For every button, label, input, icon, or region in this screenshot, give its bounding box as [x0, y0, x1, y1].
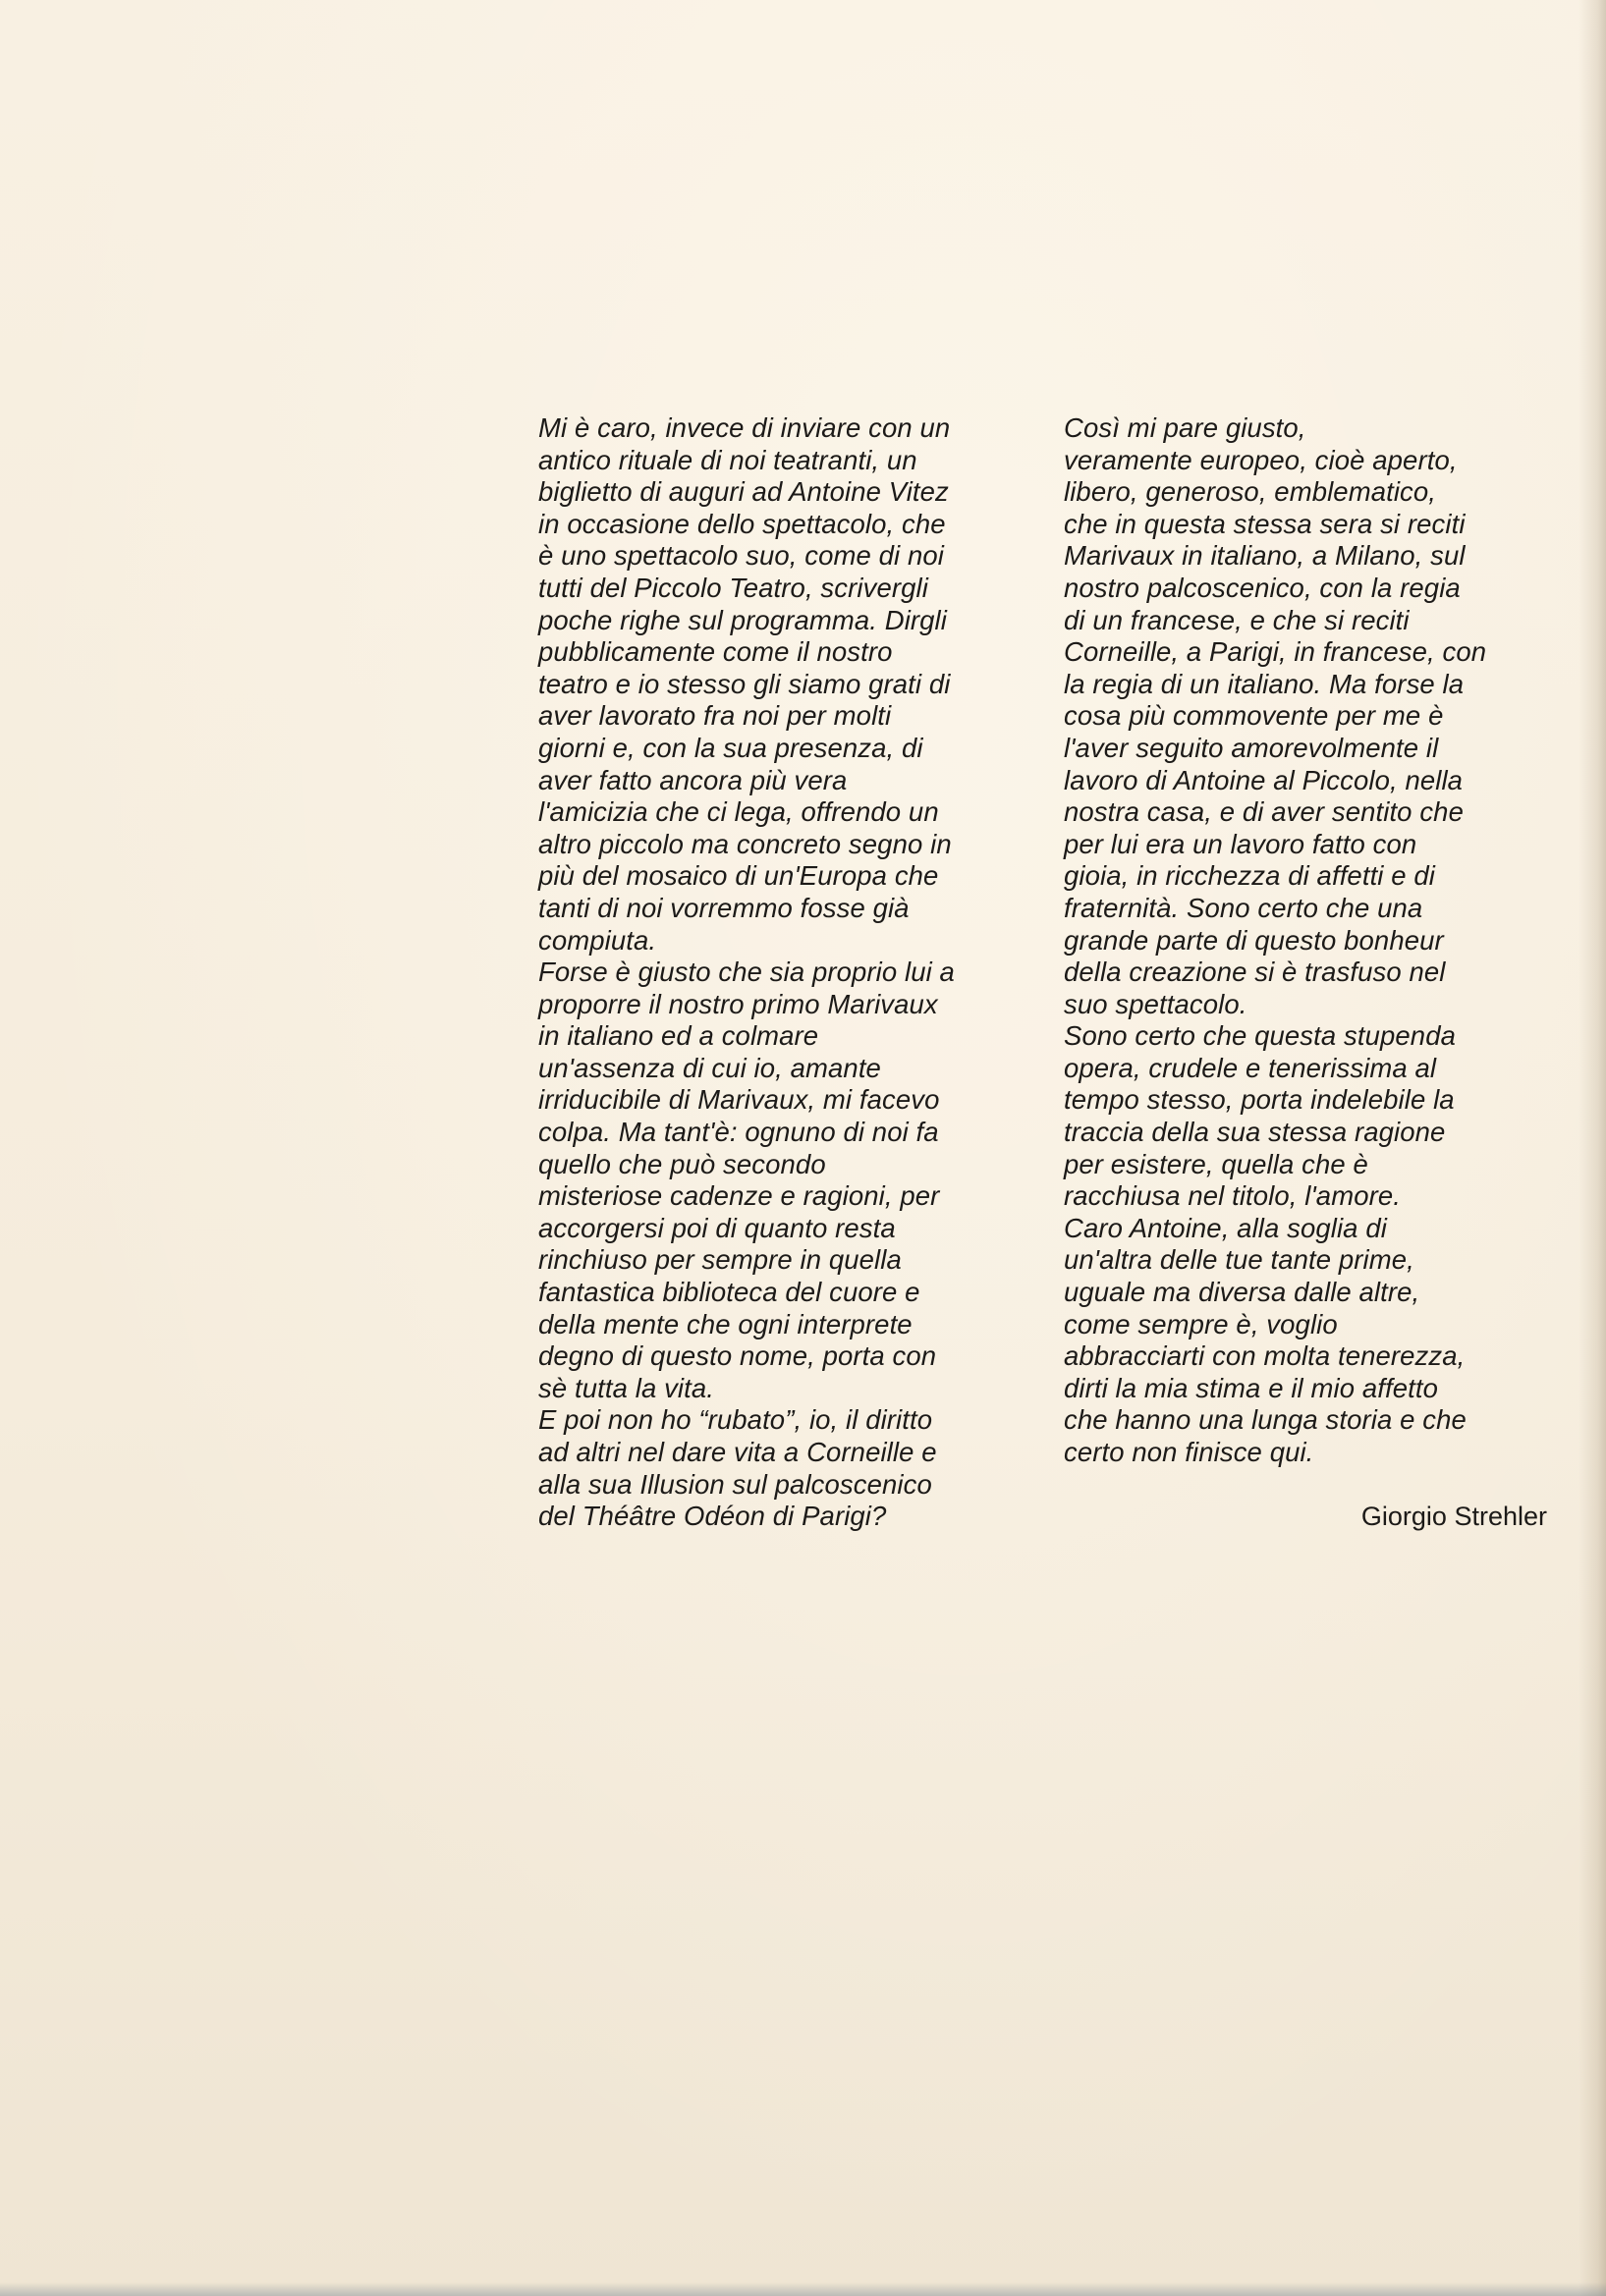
article-right-column: Così mi pare giusto, veramente europeo, cioè aperto, libero, generoso, emblematico, che in questa stessa sera si reciti Marivaux in italiano, a Milano, sul nostro palcoscenico, con la regia di un francese, e che si reciti Corneille, a Parigi, in francese, con la regia di un italiano. Ma forse la cosa più commovente per me è l'aver seguito amorevolmente il lavoro di Antoine al Piccolo, nella nostra casa, e di aver sentito che per lui era un lavoro fatto con gioia, in ricchezza di affetti e di fraternità. Sono certo che una grande parte di questo bonheur della creazione si è trasfuso nel suo spettacolo. Sono certo che questa stupenda opera, crudele e tenerissima al tempo stesso, porta indelebile la traccia della sua stessa ragione per esistere, quella che è racchiusa nel titolo, l'amore. Caro Antoine, alla soglia di un'altra delle tue tante prime, uguale ma diversa dalle altre, come sempre è, voglio abbracciarti con molta tenerezza, dirti la mia stima e il mio affetto che hanno una lunga storia e che certo non finisce qui. — [1064, 412, 1487, 1467]
page-edge-shadow — [1578, 0, 1606, 2296]
article-left-column: Mi è caro, invece di inviare con un antico rituale di noi teatranti, un biglietto di auguri ad Antoine Vitez in occasione dello spettacolo, che è uno spettacolo suo, come di noi tutti del Piccolo Teatro, scrivergli poche righe sul programma. Dirgli pubblicamente come il nostro teatro e io stesso gli siamo grati di aver lavorato fra noi per molti giorni e, con la sua presenza, di aver fatto ancora più vera l'amicizia che ci lega, offrendo un altro piccolo ma concreto segno in più del mosaico di un'Europa che tanti di noi vorremmo fosse già compiuta. Forse è giusto che sia proprio lui a proporre il nostro primo Marivaux in italiano ed a colmare un'assenza di cui io, amante irriducibile di Marivaux, mi facevo colpa. Ma tant'è: ognuno di noi fa quello che può secondo misteriose cadenze e ragioni, per accorgersi poi di quanto resta rinchiuso per sempre in quella fantastica biblioteca del cuore e della mente che ogni interprete degno di questo nome, porta con sè tutta la vita. E poi non ho “rubato”, io, il diritto ad altri nel dare vita a Corneille e alla sua Illusion sul palcoscenico del Théâtre Odéon di Parigi? — [538, 412, 955, 1532]
page-bottom-edge — [0, 2282, 1606, 2296]
author-signature: Giorgio Strehler — [1360, 1502, 1547, 1531]
